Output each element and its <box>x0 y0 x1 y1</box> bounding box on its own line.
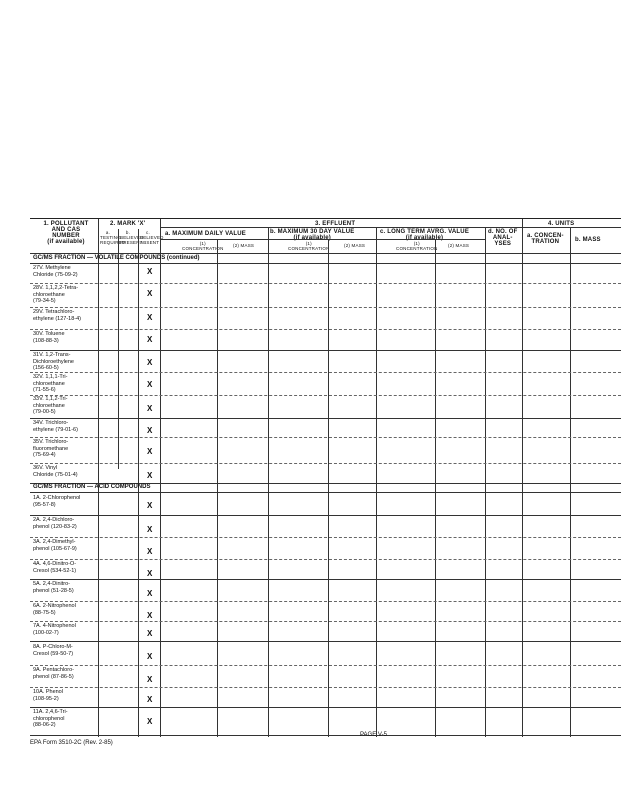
pollutant-name: 31V. 1,2-Trans- Dichloroethylene (156-60-5) <box>33 352 74 371</box>
subheader-long-term-conc: (1) CONCENTRATION <box>396 241 438 251</box>
header-effluent: 3. EFFLUENT <box>315 221 356 227</box>
pollutant-name: 2A. 2,4-Dichloro- phenol (120-83-2) <box>33 517 77 530</box>
pollutant-name: 5A. 2,4-Dinitro- phenol (51-28-5) <box>33 581 74 594</box>
pollutant-name: 4A. 4,6-Dinitro-O- Cresol (534-52-1) <box>33 561 77 574</box>
subheader-long-term-mass: (2) MASS <box>448 243 470 248</box>
col-divider <box>522 219 523 737</box>
pollutant-name: 36V. Vinyl Chloride (75-01-4) <box>33 465 78 478</box>
row-rule <box>30 537 621 538</box>
pollutant-table <box>30 218 621 737</box>
believed-absent-mark: X <box>147 358 153 367</box>
pollutant-name: 29V. Tetrachloro- ethylene (127-18-4) <box>33 309 82 322</box>
believed-absent-mark: X <box>147 611 153 620</box>
row-rule <box>30 641 621 642</box>
header-long-term: c. LONG TERM AVRG. VALUE (if available) <box>380 229 470 241</box>
believed-absent-mark: X <box>147 267 153 276</box>
row-rule <box>30 665 621 666</box>
believed-absent-mark: X <box>147 695 153 704</box>
header-believed-present: b. BELIEVED PRESENT <box>120 230 144 245</box>
header-rule <box>160 239 485 240</box>
header-bottom-rule <box>30 253 621 254</box>
row-rule <box>30 463 621 464</box>
header-marking: 2. MARK 'X' <box>110 221 146 227</box>
believed-absent-mark: X <box>147 471 153 480</box>
pollutant-name: 1A. 2-Chlorophenol (95-57-8) <box>33 495 81 508</box>
believed-absent-mark: X <box>147 675 153 684</box>
header-believed-absent: c. BELIEVED ABSENT <box>140 230 164 245</box>
believed-absent-mark: X <box>147 717 153 726</box>
pollutant-name: 9A. Pentachloro- phenol (87-86-5) <box>33 667 74 680</box>
pollutant-name: 30V. Toluene (108-88-3) <box>33 331 65 344</box>
pollutant-name: 6A. 2-Nitrophenol (88-75-5) <box>33 603 76 616</box>
row-rule <box>30 621 621 622</box>
section-title-acid: GC/MS FRACTION — ACID COMPOUNDS <box>33 484 151 490</box>
header-pollutant: 1. POLLUTANT AND CAS NUMBER (if available) <box>43 221 89 245</box>
col-divider <box>570 227 571 737</box>
row-rule <box>30 707 621 708</box>
header-max-daily: a. MAXIMUM DAILY VALUE <box>165 231 246 237</box>
page-number: PAGE V-5 <box>360 732 387 738</box>
pollutant-name: 3A. 2,4-Dimethyl- phenol (105-67-9) <box>33 539 77 552</box>
subheader-max-daily-conc: (1) CONCENTRATION <box>182 241 224 251</box>
pollutant-name: 11A. 2,4,6-Tri- chlorophenol (88-06-2) <box>33 709 68 728</box>
header-mass: b. MASS <box>575 237 601 243</box>
col-divider <box>118 229 119 469</box>
believed-absent-mark: X <box>147 589 153 598</box>
pollutant-name: 27V. Methylene Chloride (75-09-2) <box>33 265 78 278</box>
header-concentration: a. CONCEN- TRATION <box>527 233 564 245</box>
believed-absent-mark: X <box>147 525 153 534</box>
col-divider <box>485 227 486 737</box>
row-rule <box>30 579 621 580</box>
row-rule <box>30 601 621 602</box>
subheader-max-30-conc: (1) CONCENTRATION <box>288 241 330 251</box>
believed-absent-mark: X <box>147 404 153 413</box>
pollutant-name: 28V. 1,1,2,2-Tetra- chloroethane (79-34-5) <box>33 285 79 304</box>
pollutant-name: 8A. P-Chloro-M- Cresol (59-50-7) <box>33 644 74 657</box>
believed-absent-mark: X <box>147 569 153 578</box>
header-max-30-day: b. MAXIMUM 30 DAY VALUE (if available) <box>270 229 355 241</box>
row-rule <box>30 559 621 560</box>
row-rule <box>30 437 621 438</box>
col-divider <box>376 227 377 737</box>
believed-absent-mark: X <box>147 335 153 344</box>
believed-absent-mark: X <box>147 447 153 456</box>
row-rule <box>30 418 621 419</box>
row-rule <box>30 395 621 396</box>
header-rule <box>160 227 621 228</box>
pollutant-name: 10A. Phenol (108-95-2) <box>33 689 63 702</box>
believed-absent-mark: X <box>147 289 153 298</box>
row-rule <box>30 372 621 373</box>
pollutant-name: 33V. 1,1,2-Tri- chloroethane (79-00-5) <box>33 396 68 415</box>
pollutant-name: 32V. 1,1,1-Tri- chloroethane (71-55-6) <box>33 374 68 393</box>
col-divider <box>160 219 161 737</box>
header-no-analyses: d. NO. OF ANAL- YSES <box>488 229 518 247</box>
believed-absent-mark: X <box>147 501 153 510</box>
believed-absent-mark: X <box>147 547 153 556</box>
header-units: 4. UNITS <box>548 221 575 227</box>
row-rule <box>30 350 621 351</box>
col-divider <box>217 239 218 737</box>
col-divider <box>328 239 329 737</box>
believed-absent-mark: X <box>147 652 153 661</box>
row-rule <box>30 307 621 308</box>
pollutant-name: 35V. Trichloro- fluoromethane (75-69-4) <box>33 439 69 458</box>
section-rule <box>30 492 621 493</box>
believed-absent-mark: X <box>147 313 153 322</box>
section-rule <box>30 263 621 264</box>
table-bottom-rule <box>30 735 621 736</box>
form-number: EPA Form 3510-2C (Rev. 2-85) <box>30 740 113 746</box>
col-divider <box>268 227 269 737</box>
row-rule <box>30 687 621 688</box>
pollutant-name: 34V. Trichloro- ethylene (79-01-6) <box>33 420 78 433</box>
believed-absent-mark: X <box>147 426 153 435</box>
believed-absent-mark: X <box>147 380 153 389</box>
header-testing-required: a. TESTING REQUIRED <box>100 230 126 245</box>
subheader-max-30-mass: (2) MASS <box>344 243 366 248</box>
row-rule <box>30 515 621 516</box>
believed-absent-mark: X <box>147 629 153 638</box>
col-divider <box>435 239 436 737</box>
pollutant-name: 7A. 4-Nitrophenol (100-02-7) <box>33 623 76 636</box>
section-title-volatile: GC/MS FRACTION — VOLATILE COMPOUNDS (continued) <box>33 255 200 261</box>
row-rule <box>30 329 621 330</box>
row-rule <box>30 283 621 284</box>
subheader-max-daily-mass: (2) MASS <box>233 243 255 248</box>
